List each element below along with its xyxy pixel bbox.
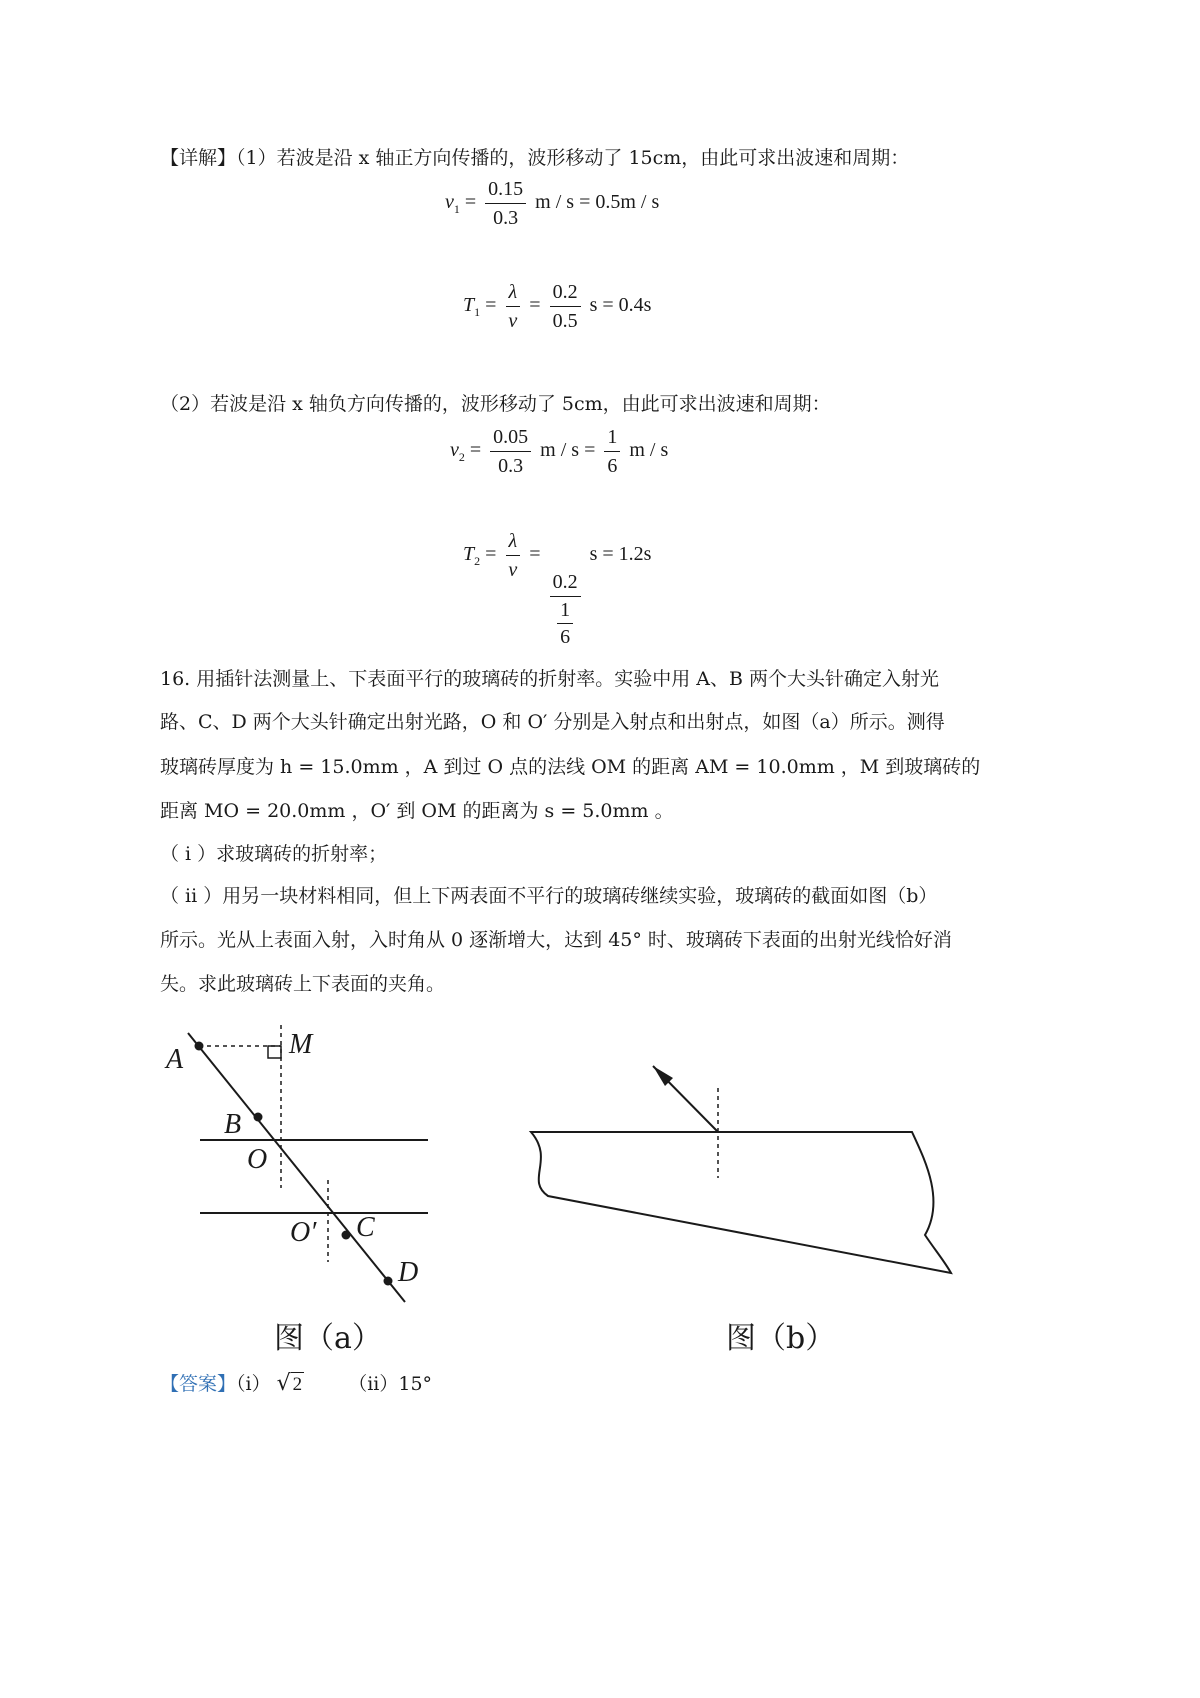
- answer-tag: 【答案】: [160, 1373, 237, 1395]
- figure-b-diagram: [520, 1050, 960, 1290]
- light-path-line: [188, 1033, 405, 1302]
- figure-a-diagram: [150, 1020, 450, 1320]
- q16-line4: 距离 MO = 20.0mm ，O′ 到 OM 的距离为 s = 5.0mm 。: [160, 800, 674, 822]
- equation-t1: $T_1$ = $\frac{\lambda}{v}$ = $\frac{0.2}{0.5}$ s = 0.4s: [463, 281, 652, 332]
- figure-a-caption: 图（a）: [274, 1321, 382, 1356]
- label-c: C: [356, 1212, 375, 1243]
- case2-line: （2）若波是沿 x 轴负方向传播的，波形移动了 5cm，由此可求出波速和周期：: [160, 393, 831, 415]
- q16-part-ii-line3: 失。求此玻璃砖上下表面的夹角。: [160, 973, 446, 995]
- figure-b-caption: 图（b）: [726, 1321, 836, 1356]
- pin-c-dot: [342, 1231, 351, 1240]
- glass-block-outline: [531, 1132, 951, 1273]
- detail-tag: 【详解】: [160, 147, 237, 169]
- q16-part-i: （ i ）求玻璃砖的折射率；: [160, 843, 388, 865]
- label-d: D: [398, 1257, 419, 1288]
- label-a: A: [166, 1044, 184, 1075]
- pin-d-dot: [384, 1277, 393, 1286]
- sqrt-2: √ 2: [276, 1371, 303, 1396]
- q16-line1: 16. 用插针法测量上、下表面平行的玻璃砖的折射率。实验中用 A、B 两个大头针确定入射光: [160, 668, 940, 690]
- detail-line: [160, 146, 909, 170]
- detail-text: （1）若波是沿 x 轴正方向传播的，波形移动了 15cm，由此可求出波速和周期：: [236, 147, 910, 169]
- equation-v2: $v_2$ = $\frac{0.05}{0.3}$ m / s = $\frac{1}{6}$ m / s: [450, 426, 669, 477]
- fraction-v1: $\frac{0.15}{0.3}$: [485, 178, 526, 229]
- label-b: B: [224, 1109, 242, 1140]
- label-m: M: [289, 1029, 313, 1060]
- equation-v1: $v_1$ = $\frac{0.15}{0.3}$ m / s = 0.5m / s: [445, 178, 660, 229]
- label-o: O: [247, 1144, 268, 1175]
- answer-line: 【答案】（i） √ 2 （ii）15°: [160, 1371, 433, 1396]
- right-angle-marker: [268, 1046, 281, 1058]
- q16-line3: 玻璃砖厚度为 h = 15.0mm ，A 到过 O 点的法线 OM 的距离 AM = 10.0mm ，M 到玻璃砖的: [160, 756, 981, 778]
- equation-t2: $T_2$ = $\frac{\lambda}{v}$ = $\frac{0.2}{\frac{1}{6}}$ s = 1.2s: [463, 530, 652, 649]
- q16-part-ii-line2: 所示。光从上表面入射，入时角从 0 逐渐增大，达到 45° 时、玻璃砖下表面的出射光线恰好消: [160, 929, 952, 951]
- pin-b-dot: [254, 1113, 263, 1122]
- q16-part-ii-line1: （ ii ）用另一块材料相同，但上下两表面不平行的玻璃砖继续实验，玻璃砖的截面如图（b）: [160, 885, 938, 907]
- q16-line2: 路、C、D 两个大头针确定出射光路，O 和 O′ 分别是入射点和出射点，如图（a）所示。测得: [160, 711, 945, 733]
- pin-a-dot: [195, 1042, 204, 1051]
- label-o-prime: O′: [290, 1217, 317, 1248]
